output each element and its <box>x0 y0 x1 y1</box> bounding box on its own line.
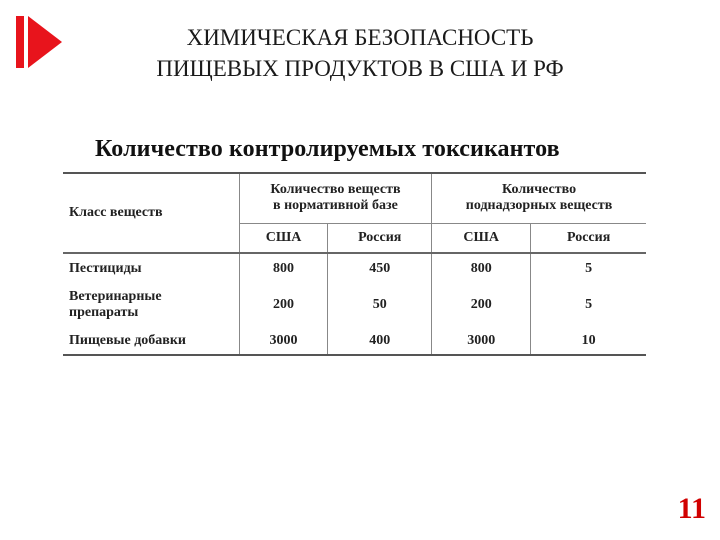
row-label: Пестициды <box>63 253 239 283</box>
cell-value: 50 <box>328 283 432 327</box>
title-line-2: ПИЩЕВЫХ ПРОДУКТОВ В США И РФ <box>156 56 564 81</box>
group1-line-1: Количество веществ <box>270 182 401 198</box>
col-russia-2: Россия <box>531 223 646 253</box>
arrow-logo-icon <box>14 14 64 70</box>
cell-value: 400 <box>328 327 432 355</box>
cell-value: 450 <box>328 253 432 283</box>
cell-value: 5 <box>531 283 646 327</box>
toxicants-table <box>63 172 646 356</box>
col-usa-1: США <box>239 223 328 253</box>
group2-line-1: Количество <box>502 182 577 198</box>
cell-value: 200 <box>432 283 531 327</box>
table-row <box>63 253 646 283</box>
row-label <box>63 283 239 327</box>
group1-line-2: в нормативной базе <box>273 198 398 214</box>
table-caption: Количество контролируемых токсикантов <box>95 136 560 162</box>
page-title <box>90 22 630 84</box>
class-header: Класс веществ <box>63 173 239 253</box>
title-line-1: ХИМИЧЕСКАЯ БЕЗОПАСНОСТЬ <box>186 25 534 50</box>
table-row <box>63 327 646 355</box>
group-header-regulatory <box>239 173 431 223</box>
group-header-supervised <box>432 173 646 223</box>
cell-value: 5 <box>531 253 646 283</box>
row-label: Пищевые добавки <box>63 327 239 355</box>
cell-value: 200 <box>239 283 328 327</box>
row-label-line-1: Ветеринарные <box>69 289 162 304</box>
col-usa-2: США <box>432 223 531 253</box>
col-russia-1: Россия <box>328 223 432 253</box>
cell-value: 3000 <box>239 327 328 355</box>
cell-value: 3000 <box>432 327 531 355</box>
table-row <box>63 283 646 327</box>
page-number: 11 <box>677 492 706 525</box>
cell-value: 800 <box>239 253 328 283</box>
group2-line-2: поднадзорных веществ <box>465 198 613 214</box>
cell-value: 10 <box>531 327 646 355</box>
row-label-line-2: препараты <box>69 305 139 320</box>
cell-value: 800 <box>432 253 531 283</box>
